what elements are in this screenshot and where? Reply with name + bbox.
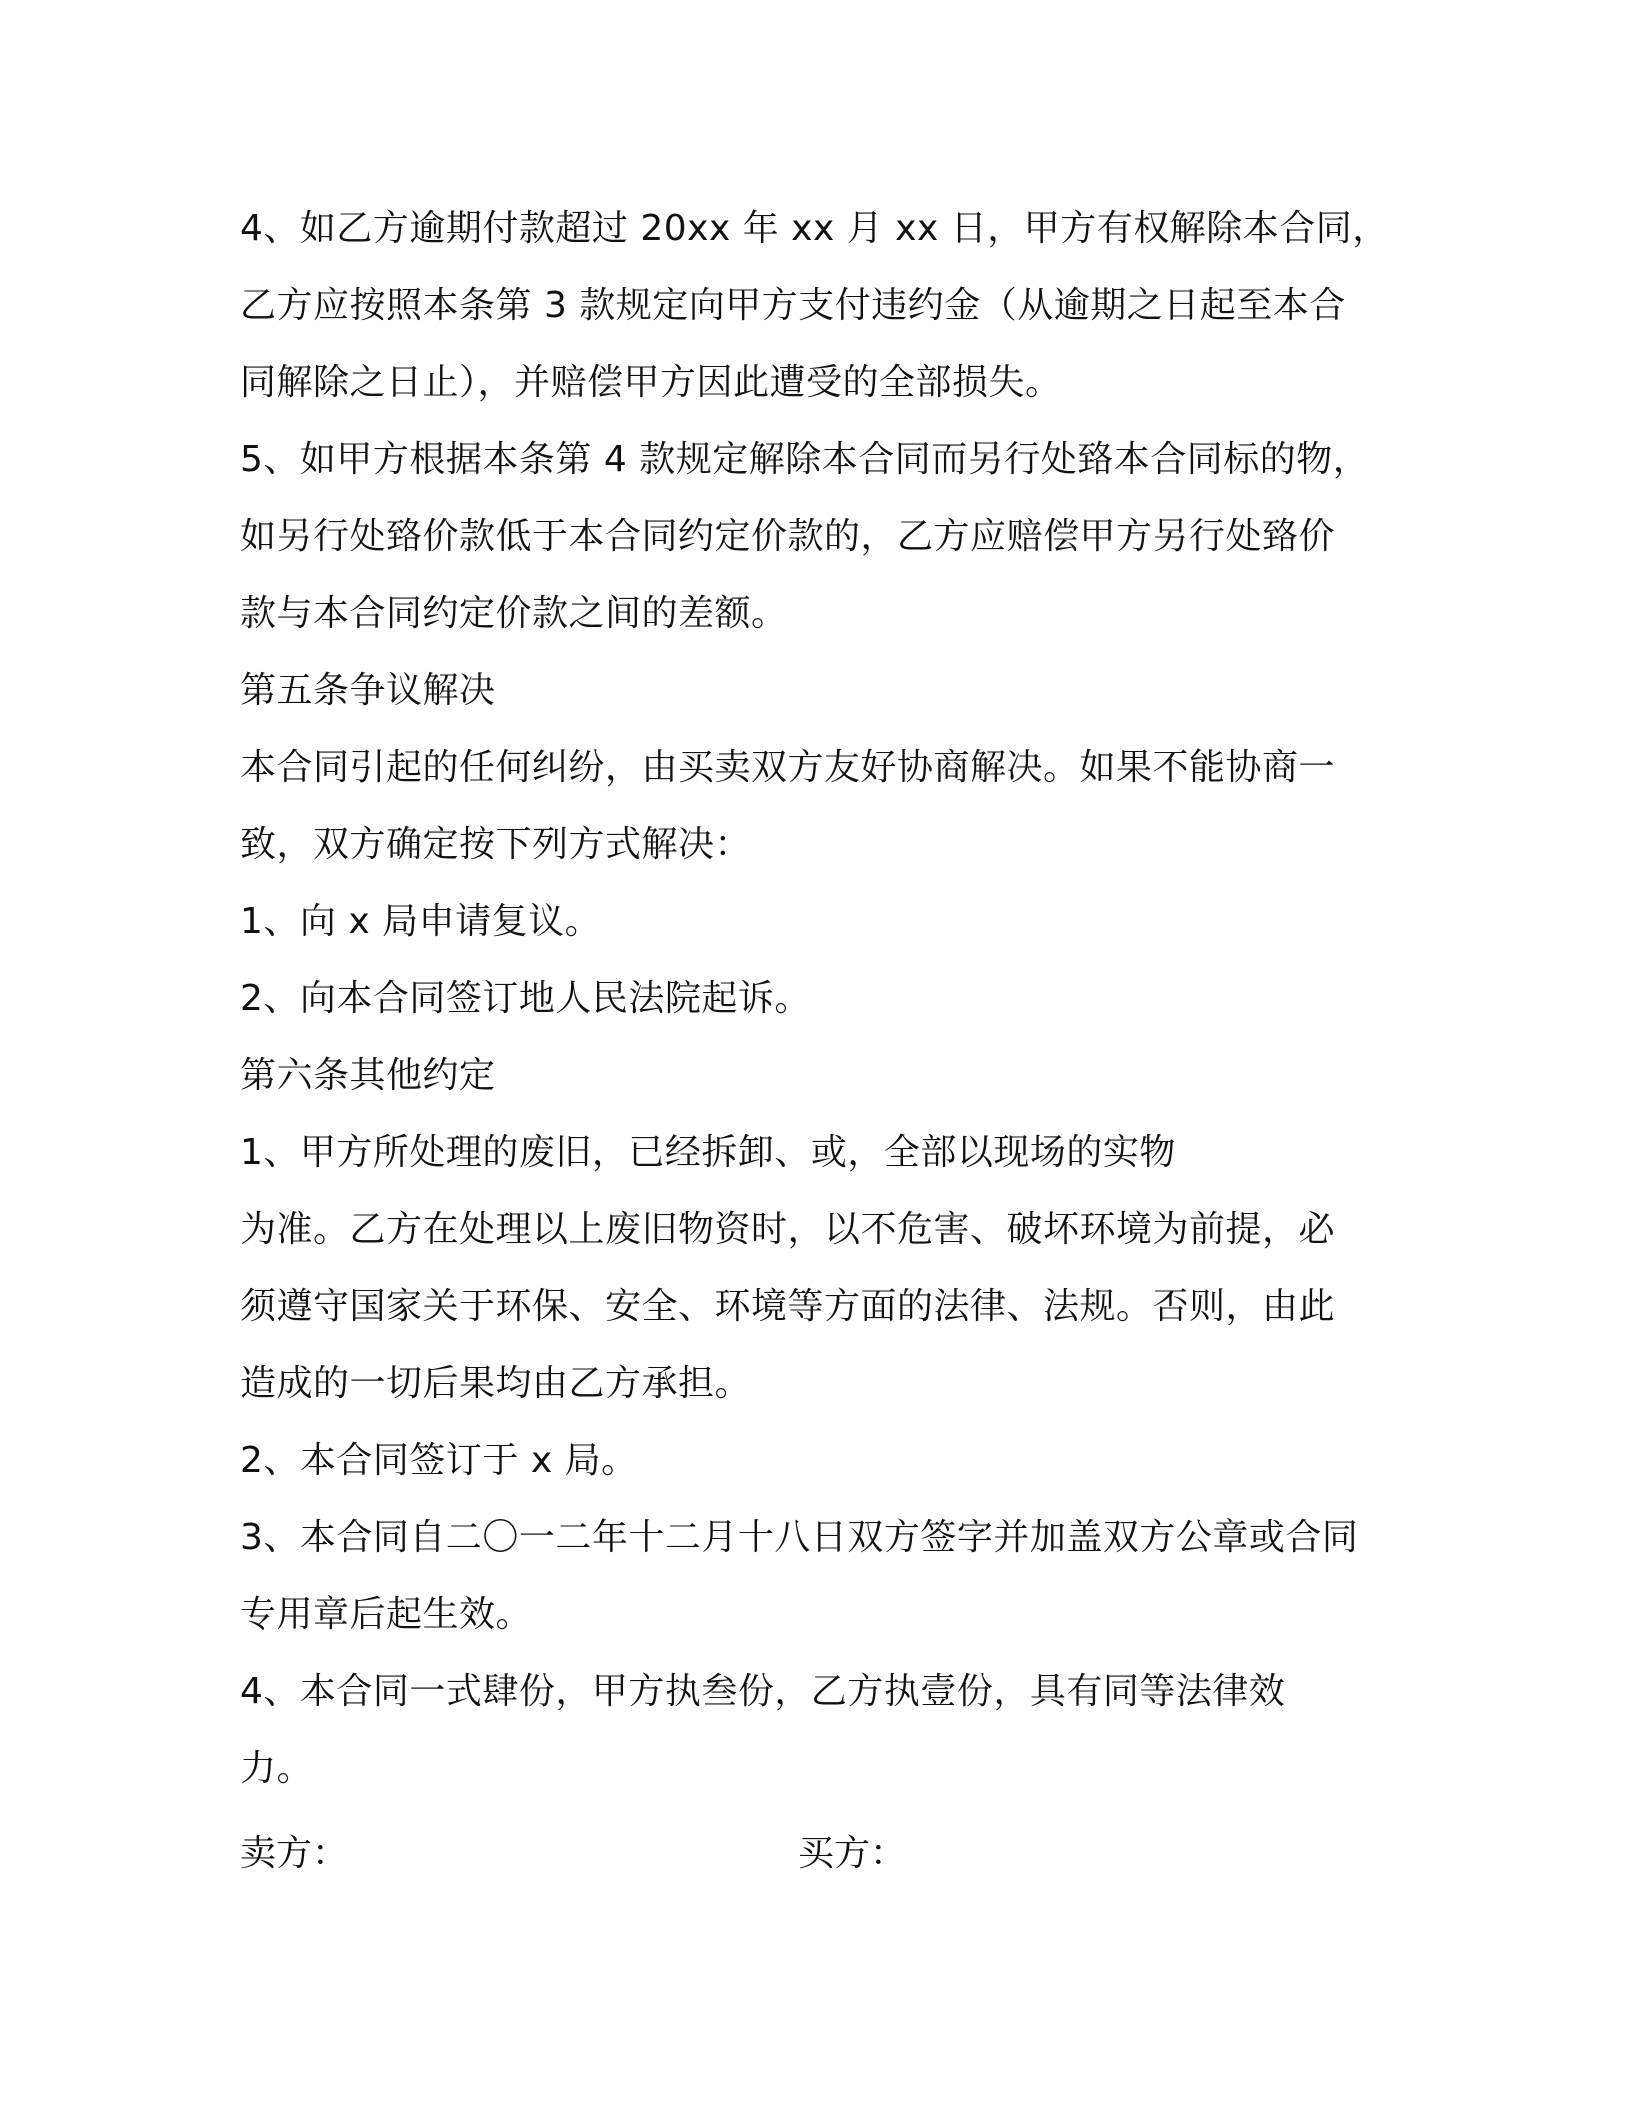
text-line: 为准。乙方在处理以上废旧物资时，以不危害、破坏环境为前提，必 (240, 1209, 1336, 1250)
text-line: 如另行处臵价款低于本合同约定价款的，乙方应赔偿甲方另行处臵价 (240, 516, 1336, 557)
text-line: 4、如乙方逾期付款超过 20xx 年 xx 月 xx 日，甲方有权解除本合同， (240, 208, 1389, 249)
text-line: 2、本合同签订于 x 局。 (240, 1440, 638, 1481)
text-line: 致，双方确定按下列方式解决： (240, 824, 752, 865)
seller-signature-label: 卖方： (240, 1833, 349, 1874)
text-line: 同解除之日止），并赔偿甲方因此遭受的全部损失。 (240, 362, 1062, 403)
section-heading: 第五条争议解决 (240, 670, 496, 711)
text-line: 须遵守国家关于环保、安全、环境等方面的法律、法规。否则，由此 (240, 1286, 1336, 1327)
text-line: 专用章后起生效。 (240, 1594, 533, 1635)
text-line: 力。 (240, 1748, 314, 1789)
document-body (240, 190, 1410, 1807)
text-line: 款与本合同约定价款之间的差额。 (240, 593, 788, 634)
buyer-signature-label: 买方： (798, 1833, 907, 1874)
text-line: 5、如甲方根据本条第 4 款规定解除本合同而另行处臵本合同标的物， (240, 439, 1370, 480)
text-line: 1、向 x 局申请复议。 (240, 901, 602, 942)
text-line: 3、本合同自二〇一二年十二月十八日双方签字并加盖双方公章或合同 (240, 1517, 1359, 1558)
text-line: 4、本合同一式肆份，甲方执叁份，乙方执壹份，具有同等法律效 (240, 1671, 1286, 1712)
text-line: 乙方应按照本条第 3 款规定向甲方支付违约金（从逾期之日起至本合 (240, 285, 1346, 326)
signature-row (240, 1815, 1410, 1892)
text-line: 本合同引起的任何纠纷，由买卖双方友好协商解决。如果不能协商一 (240, 747, 1336, 788)
text-line: 造成的一切后果均由乙方承担。 (240, 1363, 752, 1404)
text-line: 1、甲方所处理的废旧，已经拆卸、或，全部以现场的实物 (240, 1132, 1176, 1173)
text-line: 2、向本合同签订地人民法院起诉。 (240, 978, 811, 1019)
section-heading: 第六条其他约定 (240, 1055, 496, 1096)
